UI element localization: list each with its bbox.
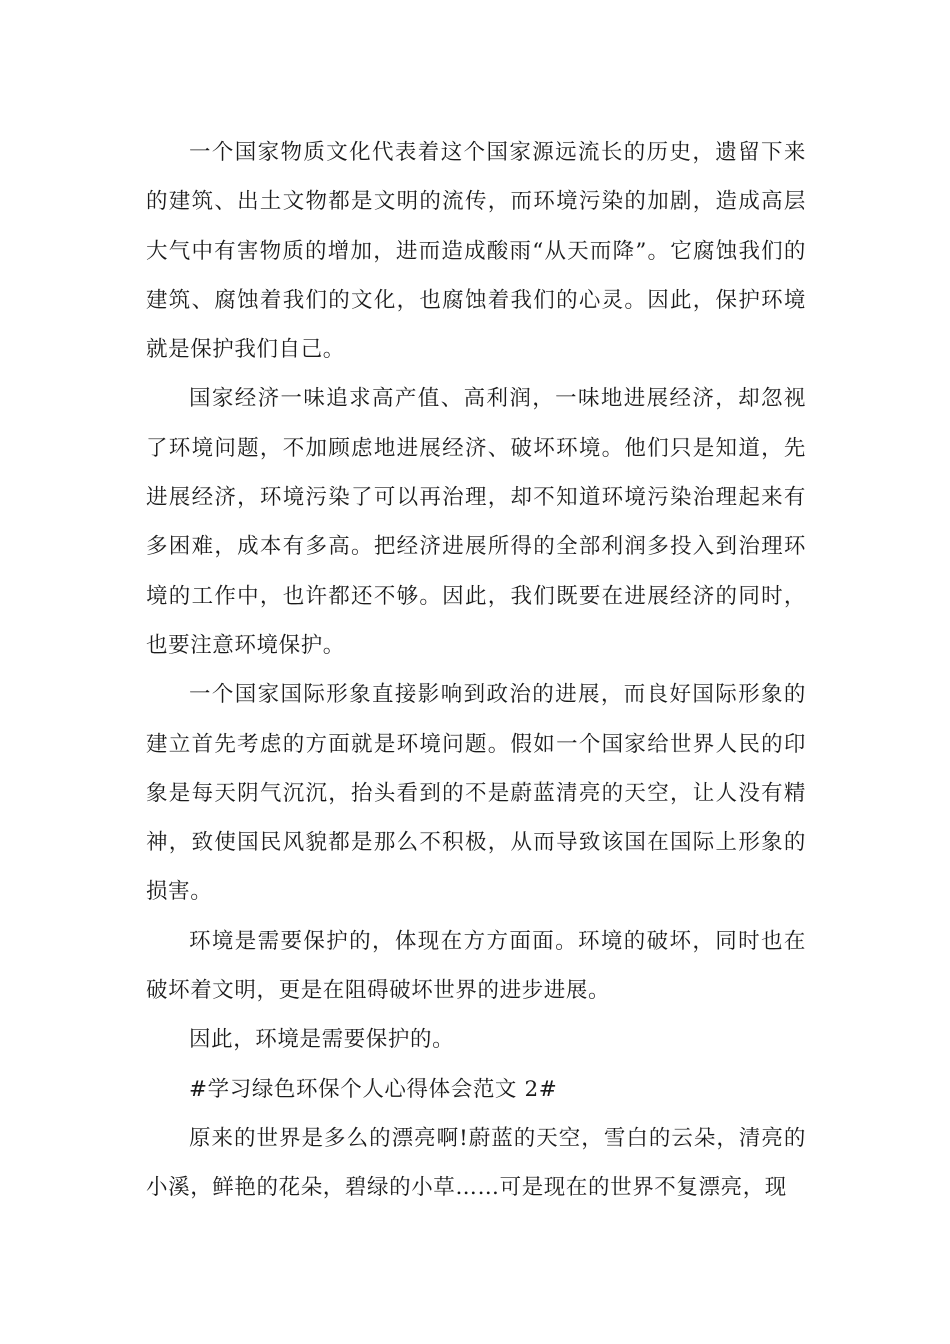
paragraph-cultural-heritage: 一个国家物质文化代表着这个国家源远流长的历史，遗留下来的建筑、出土文物都是文明的流传，而环境污染的加剧，造成高层大气中有害物质的增加，进而造成酸雨“从天而降”。它腐蚀我们的建筑、腐蚀着我们的文化，也腐蚀着我们的心灵。因此，保护环境就是保护我们自己。 (146, 140, 806, 363)
paragraph-international-image: 一个国家国际形象直接影响到政治的进展，而良好国际形象的建立首先考虑的方面就是环境问题。假如一个国家给世界人民的印象是每天阴气沉沉，抬头看到的不是蔚蓝清亮的天空，让人没有精神，致使国民风貌都是那么不积极，从而导致该国在国际上形象的损害。 (146, 682, 806, 905)
paragraph-conclusion: 因此，环境是需要保护的。 (189, 1027, 455, 1053)
paragraph-protection-aspects: 环境是需要保护的，体现在方方面面。环境的破坏，同时也在破坏着文明，更是在阻碍破坏世界的进步进展。 (146, 928, 806, 1004)
section-heading: #学习绿色环保个人心得体会范文 2# (189, 1076, 558, 1102)
document-body (146, 128, 806, 1213)
paragraph-economy: 国家经济一味追求高产值、高利润，一味地进展经济，却忽视了环境问题，不加顾虑地进展经济、破坏环境。他们只是知道，先进展经济，环境污染了可以再治理，却不知道环境污染治理起来有多困难，成本有多高。把经济进展所得的全部利润多投入到治理环境的工作中，也许都还不够。因此，我们既要在进展经济的同时，也要注意环境保护。 (146, 386, 806, 658)
paragraph-beautiful-world: 原来的世界是多么的漂亮啊!蔚蓝的天空，雪白的云朵，清亮的小溪，鲜艳的花朵，碧绿的小草……可是现在的世界不复漂亮，现 (146, 1125, 806, 1201)
